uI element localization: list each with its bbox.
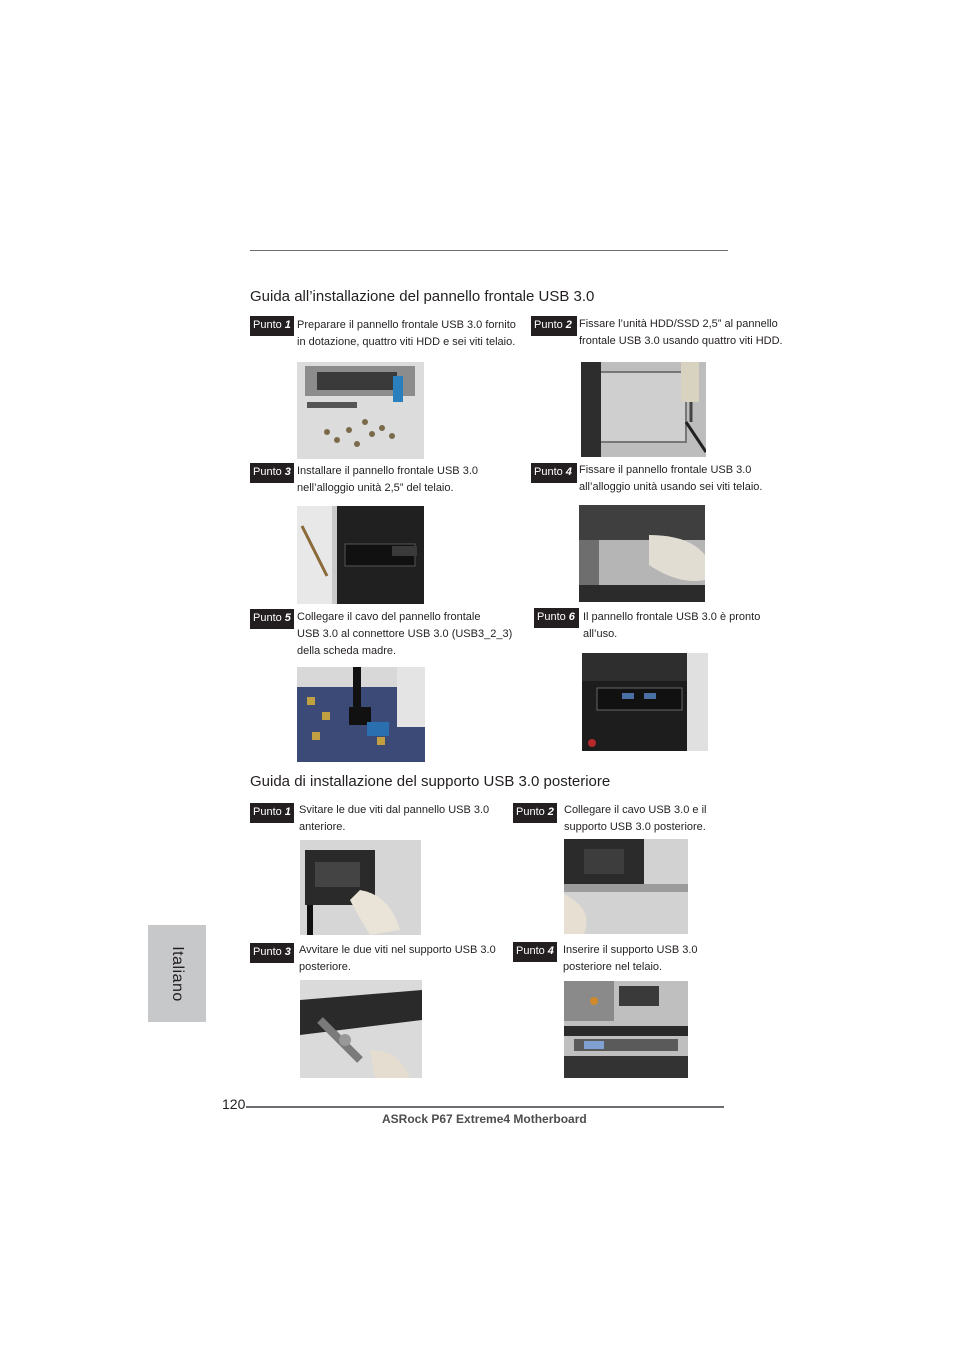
step-description: Preparare il pannello frontale USB 3.0 fornito in dotazione, quattro viti HDD e sei viti telaio. bbox=[297, 319, 516, 348]
step-badge: Punto 2 bbox=[513, 803, 557, 823]
step-description: Inserire il supporto USB 3.0 posteriore nel telaio. bbox=[563, 944, 698, 973]
step-description: Il pannello frontale USB 3.0 è pronto all’uso. bbox=[583, 611, 761, 640]
step-badge: Punto 1 bbox=[250, 316, 294, 336]
step-description: Avvitare le due viti nel supporto USB 3.0 posteriore. bbox=[299, 944, 496, 973]
photo-unscrew-front-panel bbox=[300, 840, 421, 935]
step-badge: Punto 3 bbox=[250, 463, 294, 483]
step-description: Installare il pannello frontale USB 3.0 nell’alloggio unità 2,5” del telaio. bbox=[297, 465, 478, 494]
section-title-front-panel: Guida all’installazione del pannello frontale USB 3.0 bbox=[250, 288, 595, 305]
photo-rear-bracket-cable bbox=[564, 839, 688, 934]
step-badge: Punto 6 bbox=[534, 608, 579, 628]
step-badge: Punto 3 bbox=[250, 943, 294, 963]
step-description: Svitare le due viti dal pannello USB 3.0 anteriore. bbox=[299, 804, 490, 833]
photo-insert-bracket-chassis bbox=[564, 981, 688, 1078]
step-badge: Punto 1 bbox=[250, 803, 294, 823]
top-rule bbox=[250, 250, 728, 251]
step-description: Collegare il cavo del pannello frontale USB 3.0 al connettore USB 3.0 (USB3_2_3) della scheda madre. bbox=[297, 611, 513, 657]
page-number: 120 bbox=[222, 1096, 246, 1112]
step-badge: Punto 4 bbox=[531, 463, 577, 483]
photo-hdd-mounting bbox=[581, 362, 706, 457]
step-description: Fissare l’unità HDD/SSD 2,5” al pannello frontale USB 3.0 usando quattro viti HDD. bbox=[579, 318, 783, 347]
photo-panel-ready bbox=[582, 653, 708, 751]
step-badge: Punto 2 bbox=[531, 316, 577, 336]
step-description: Collegare il cavo USB 3.0 e il supporto USB 3.0 posteriore. bbox=[564, 804, 707, 833]
photo-usb-front-panel-kit bbox=[297, 362, 424, 459]
language-tab-label: Italiano bbox=[169, 945, 186, 1002]
step-badge: Punto 5 bbox=[250, 609, 294, 629]
section-title-rear-bracket: Guida di installazione del supporto USB 3.0 posteriore bbox=[250, 773, 611, 790]
photo-screw-rear-bracket bbox=[300, 980, 422, 1078]
step-description: Fissare il pannello frontale USB 3.0 all’alloggio unità usando sei viti telaio. bbox=[579, 464, 763, 493]
footer-rule bbox=[246, 1106, 724, 1108]
photo-install-drive-bay bbox=[297, 506, 424, 604]
step-badge: Punto 4 bbox=[513, 942, 557, 962]
photo-secure-panel-screws bbox=[579, 505, 705, 602]
photo-motherboard-connector bbox=[297, 667, 425, 762]
language-side-tab bbox=[148, 925, 206, 1022]
footer-product-name: ASRock P67 Extreme4 Motherboard bbox=[382, 1112, 587, 1126]
